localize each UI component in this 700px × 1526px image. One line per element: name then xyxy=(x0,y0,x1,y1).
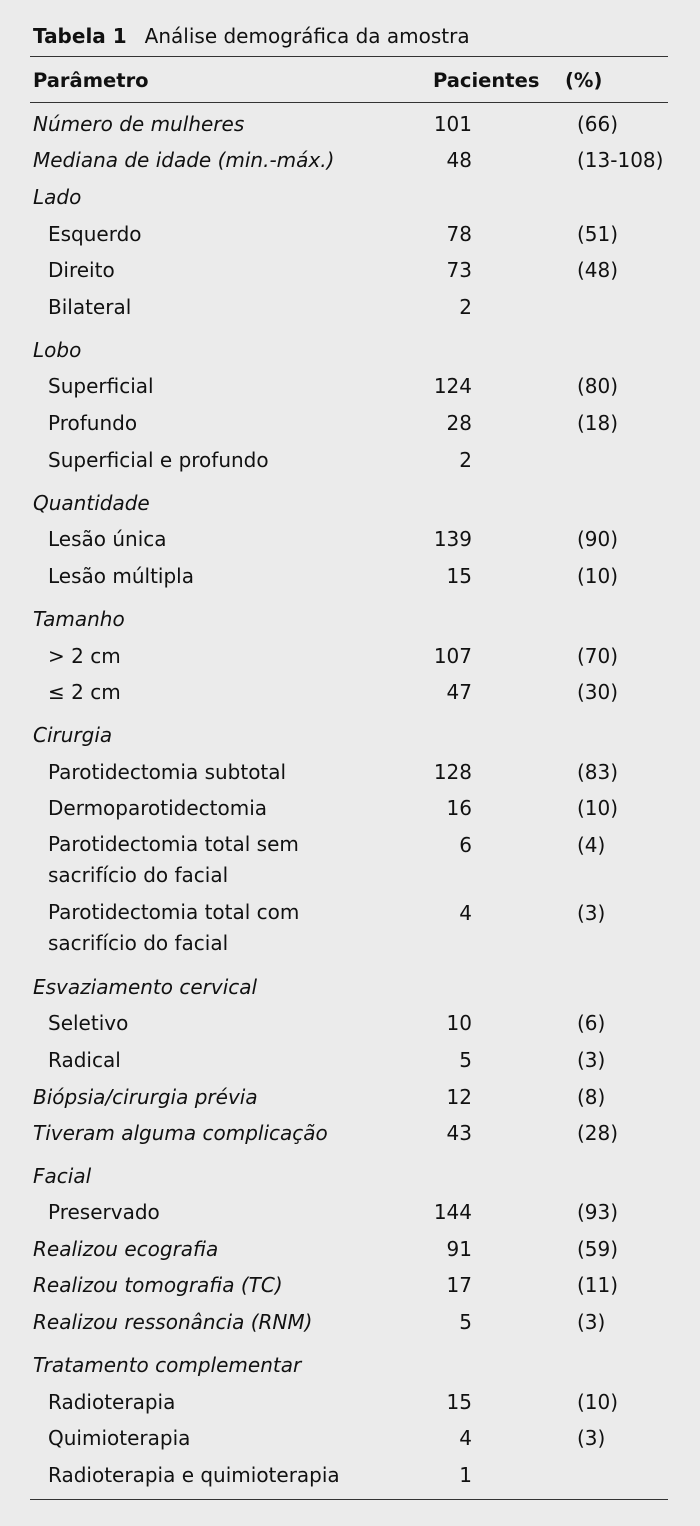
table-row xyxy=(0,444,700,476)
table-row xyxy=(0,487,700,519)
header-patients: Pacientes xyxy=(433,69,540,92)
table-row xyxy=(0,1160,700,1192)
table-row xyxy=(0,719,700,751)
table-row xyxy=(0,897,700,961)
row-label: Parotidectomia total sem sacrifício do facial xyxy=(48,832,299,887)
row-percent: (10) xyxy=(577,564,619,588)
row-percent: (13-108) xyxy=(577,148,664,172)
row-label: Bilateral xyxy=(48,295,132,319)
table-row xyxy=(0,334,700,366)
row-percent: (59) xyxy=(577,1237,619,1261)
row-label: Superficial e profundo xyxy=(48,448,269,472)
row-label: Dermoparotidectomia xyxy=(48,796,268,820)
table-row xyxy=(0,291,700,323)
row-patients: 107 xyxy=(433,644,472,668)
table-row xyxy=(0,407,700,439)
table-row xyxy=(0,756,700,788)
row-percent: (11) xyxy=(577,1273,619,1297)
table-row xyxy=(0,1044,700,1076)
table-row xyxy=(0,1117,700,1149)
row-patients: 17 xyxy=(446,1273,472,1297)
row-patients: 2 xyxy=(459,448,472,472)
row-label: Lobo xyxy=(33,338,82,362)
row-percent: (90) xyxy=(577,527,619,551)
row-label: Facial xyxy=(33,1164,92,1188)
row-label: ≤ 2 cm xyxy=(48,680,121,704)
row-patients: 144 xyxy=(433,1200,472,1224)
table-row xyxy=(0,1459,700,1491)
row-percent: (3) xyxy=(577,1426,606,1450)
table-row xyxy=(0,1081,700,1113)
row-patients: 124 xyxy=(433,374,472,398)
row-percent: (80) xyxy=(577,374,619,398)
row-label: > 2 cm xyxy=(48,644,121,668)
row-label: Realizou tomografia (TC) xyxy=(33,1273,283,1297)
row-percent: (3) xyxy=(577,1310,606,1334)
header-percent: (%) xyxy=(565,69,603,92)
row-patients: 6 xyxy=(459,833,472,857)
row-label: Radioterapia xyxy=(48,1390,176,1414)
row-patients: 1 xyxy=(459,1463,472,1487)
row-label: Radioterapia e quimioterapia xyxy=(48,1463,340,1487)
row-patients: 10 xyxy=(446,1011,472,1035)
row-percent: (3) xyxy=(577,901,606,925)
table-row xyxy=(0,640,700,672)
table-caption xyxy=(33,24,470,48)
table-row xyxy=(0,254,700,286)
row-label: Lesão única xyxy=(48,527,167,551)
row-patients: 91 xyxy=(446,1237,472,1261)
table-row xyxy=(0,1386,700,1418)
row-label: Parotidectomia subtotal xyxy=(48,760,287,784)
table-row xyxy=(0,1007,700,1039)
row-percent: (10) xyxy=(577,796,619,820)
top-rule xyxy=(30,56,668,57)
row-percent: (4) xyxy=(577,833,606,857)
row-percent: (30) xyxy=(577,680,619,704)
row-label: Realizou ressonância (RNM) xyxy=(33,1310,313,1334)
row-label: Lesão múltipla xyxy=(48,564,194,588)
row-label: Quimioterapia xyxy=(48,1426,191,1450)
table-row xyxy=(0,829,700,893)
row-percent: (93) xyxy=(577,1200,619,1224)
row-percent: (3) xyxy=(577,1048,606,1072)
bottom-rule xyxy=(30,1499,668,1500)
row-percent: (48) xyxy=(577,258,619,282)
row-percent: (6) xyxy=(577,1011,606,1035)
row-percent: (66) xyxy=(577,112,619,136)
row-label: Profundo xyxy=(48,411,138,435)
row-patients: 15 xyxy=(446,1390,472,1414)
table-title: Análise demográfica da amostra xyxy=(144,24,470,48)
table-row xyxy=(0,181,700,213)
row-patients: 73 xyxy=(446,258,472,282)
table-row xyxy=(0,1306,700,1338)
table-row xyxy=(0,1349,700,1381)
row-patients: 5 xyxy=(459,1048,472,1072)
table-row xyxy=(0,370,700,402)
row-patients: 101 xyxy=(433,112,472,136)
row-label: Cirurgia xyxy=(33,723,113,747)
header-rule xyxy=(30,102,668,103)
row-label: Direito xyxy=(48,258,115,282)
row-label: Tamanho xyxy=(33,607,125,631)
row-patients: 16 xyxy=(446,796,472,820)
row-label: Parotidectomia total com sacrifício do facial xyxy=(48,900,300,955)
row-label: Lado xyxy=(33,185,82,209)
row-patients: 5 xyxy=(459,1310,472,1334)
row-percent: (51) xyxy=(577,222,619,246)
row-percent: (70) xyxy=(577,644,619,668)
row-patients: 48 xyxy=(446,148,472,172)
row-patients: 12 xyxy=(446,1085,472,1109)
row-percent: (18) xyxy=(577,411,619,435)
row-label: Número de mulheres xyxy=(33,112,245,136)
row-label: Mediana de idade (min.-máx.) xyxy=(33,148,335,172)
table-label: Tabela 1 xyxy=(33,24,127,48)
header-parameter: Parâmetro xyxy=(33,69,149,92)
table-row xyxy=(0,676,700,708)
row-label: Quantidade xyxy=(33,491,150,515)
row-label: Esvaziamento cervical xyxy=(33,975,258,999)
row-patients: 128 xyxy=(433,760,472,784)
table-row xyxy=(0,1196,700,1228)
row-patients: 47 xyxy=(446,680,472,704)
row-label: Seletivo xyxy=(48,1011,129,1035)
row-percent: (28) xyxy=(577,1121,619,1145)
table-row xyxy=(0,1269,700,1301)
row-label: Biópsia/cirurgia prévia xyxy=(33,1085,258,1109)
row-patients: 139 xyxy=(433,527,472,551)
row-patients: 28 xyxy=(446,411,472,435)
row-percent: (10) xyxy=(577,1390,619,1414)
table-row xyxy=(0,971,700,1003)
row-percent: (8) xyxy=(577,1085,606,1109)
table-row xyxy=(0,1422,700,1454)
table-row xyxy=(0,144,700,176)
table-row xyxy=(0,218,700,250)
row-patients: 43 xyxy=(446,1121,472,1145)
row-patients: 4 xyxy=(459,1426,472,1450)
row-percent: (83) xyxy=(577,760,619,784)
row-patients: 15 xyxy=(446,564,472,588)
row-patients: 2 xyxy=(459,295,472,319)
row-label: Radical xyxy=(48,1048,121,1072)
row-label: Esquerdo xyxy=(48,222,142,246)
row-label: Realizou ecografia xyxy=(33,1237,219,1261)
row-label: Preservado xyxy=(48,1200,160,1224)
table-row xyxy=(0,792,700,824)
row-patients: 4 xyxy=(459,901,472,925)
row-label: Tiveram alguma complicação xyxy=(33,1121,328,1145)
table-row xyxy=(0,603,700,635)
table-row xyxy=(0,560,700,592)
row-label: Superficial xyxy=(48,374,154,398)
row-label: Tratamento complementar xyxy=(33,1353,302,1377)
row-patients: 78 xyxy=(446,222,472,246)
table-row xyxy=(0,1233,700,1265)
table-row xyxy=(0,523,700,555)
table-row xyxy=(0,108,700,140)
